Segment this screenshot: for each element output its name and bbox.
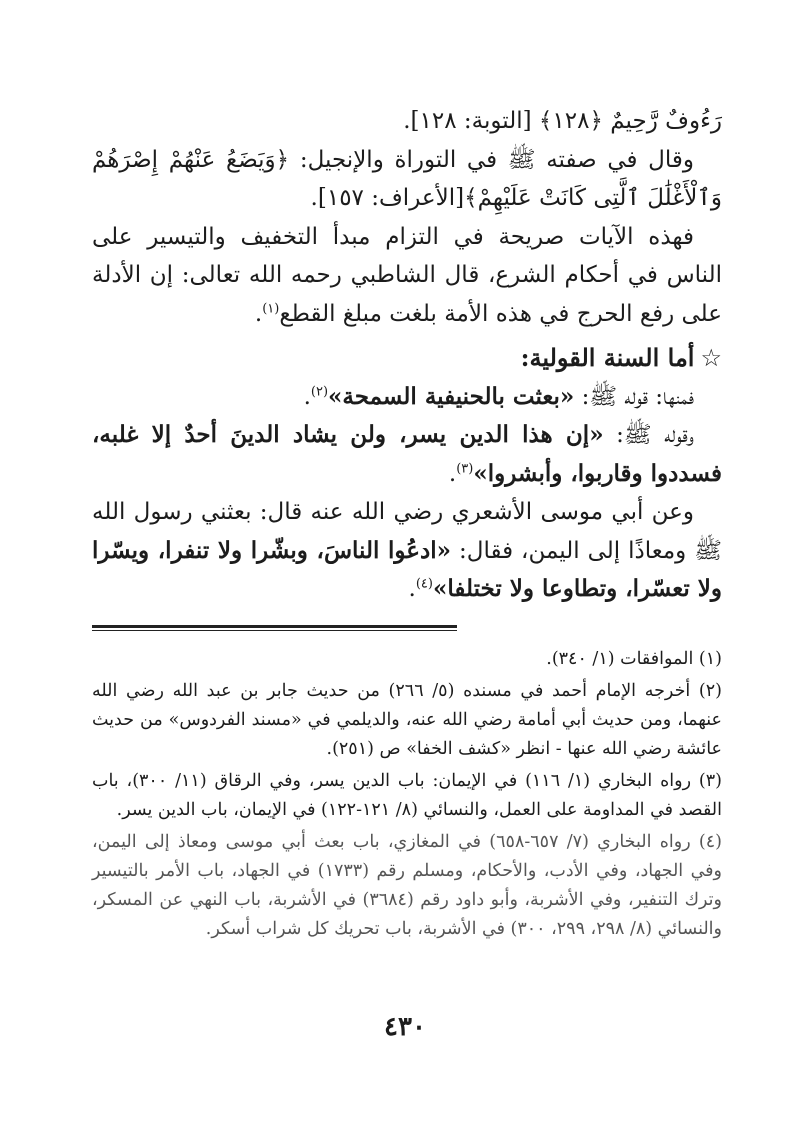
paragraph-hadith-1: فمنها: قوله ﷺ: «بعثت بالحنيفية السمحة»$^{(٢)}$. <box>303 382 694 410</box>
quranic-verse: ﴿وَيَضَعُ عَنْهُمْ إِصْرَهُمْ وَٱلْأَغْلَٰلَ ٱلَّتِى كَانَتْ عَلَيْهِمْ﴾ <box>92 146 722 211</box>
footnote-ref: (١) <box>262 300 280 316</box>
footnote-ref: (٢) <box>310 383 329 399</box>
paragraph-hadith-3: وعن أبي موسى الأشعري رضي الله عنه قال: بعثني رسول الله ﷺ ومعاذًا إلى اليمن، فقال: «ادعُوا الناسَ، وبشّرا ولا تنفرا، ويسّرا ولا تعسّرا، وتطاوعا ولا تختلفا»$^{(٤)}$. <box>92 499 722 602</box>
paragraph-facilitation: فهذه الآيات صريحة في التزام مبدأ التخفيف والتيسير على الناس في أحكام الشرع، قال الشاطبي رحمه الله تعالى: إن الأدلة على رفع الحرج في هذه الأمة بلغت مبلغ القطع$^{(١)}$. <box>92 223 722 327</box>
page-number: ٤٣٠ <box>384 1012 426 1042</box>
footnote-separator <box>92 625 457 631</box>
footnote-ref: (٤) <box>415 576 433 592</box>
paragraph-torah-gospel: وقال في صفته ﷺ في التوراة والإنجيل: ﴿وَيَضَعُ عَنْهُمْ إِصْرَهُمْ وَٱلْأَغْلَٰلَ ٱلَّتِى كَانَتْ عَلَيْهِمْ﴾[الأعراف: ١٥٧]. <box>92 146 722 211</box>
footnote-1: (١) الموافقات (١/ ٣٤٠). <box>546 649 722 669</box>
hadith-text: «إن هذا الدين يسر، ولن يشاد الدينَ أحدٌ إلا غلبه، فسددوا وقاربوا، وأبشروا» <box>92 421 722 487</box>
hadith-text: «بعثت بالحنيفية السمحة» <box>328 382 575 410</box>
footnote-4: (٤) رواه البخاري (٧/ ٦٥٧-٦٥٨) في المغازي، باب بعث أبي موسى ومعاذ إلى اليمن، وفي الجهاد، وفي الأدب، والأحكام، ومسلم رقم (١٧٣٣) في الجهاد، باب الأمر بالتيسير وترك التنفير، وفي الأشربة، وأبو داود رقم (٣٦٨٤) في الأشربة، باب النهي عن المسكر، والنسائي (٨/ ٢٩٨، ٢٩٩، ٣٠٠) في الأشربة، باب تحريك كل شراب أسكر. <box>92 832 723 939</box>
footnote-ref: (٣) <box>456 460 474 476</box>
footnote-3: (٣) رواه البخاري (١/ ١١٦) في الإيمان: باب الدين يسر، وفي الرقاق (١١/ ٣٠٠)، باب القصد في المداومة على العمل، والنسائي (٨/ ١٢١-١٢٢) في الإيمان، باب الدين يسر. <box>92 771 722 820</box>
footnote-2: (٢) أخرجه الإمام أحمد في مسنده (٥/ ٢٦٦) من حديث جابر بن عبد الله رضي الله عنهما، ومن حديث أبي أمامة رضي الله عنه، والديلمي في «مسند الفردوس» من حديث عائشة رضي الله عنها - انظر «كشف الخفا» ص (٢٥١). <box>92 681 722 759</box>
paragraph-hadith-2: وقوله ﷺ: «إن هذا الدين يسر، ولن يشاد الدينَ أحدٌ إلا غلبه، فسددوا وقاربوا، وأبشروا»$^{(٣)}$. <box>92 421 722 487</box>
section-heading: ☆أما السنة القولية: <box>520 343 722 372</box>
main-text <box>92 102 722 609</box>
hadith-text: «ادعُوا الناسَ، وبشّرا ولا تنفرا، ويسّرا ولا تعسّرا، وتطاوعا ولا تختلفا» <box>92 536 722 602</box>
star-icon: ☆ <box>700 344 722 372</box>
footnotes <box>92 645 722 947</box>
verse-continuation: رَءُوفٌ رَّحِيمٌ ﴿١٢٨﴾ [التوبة: ١٢٨]. <box>403 108 722 134</box>
